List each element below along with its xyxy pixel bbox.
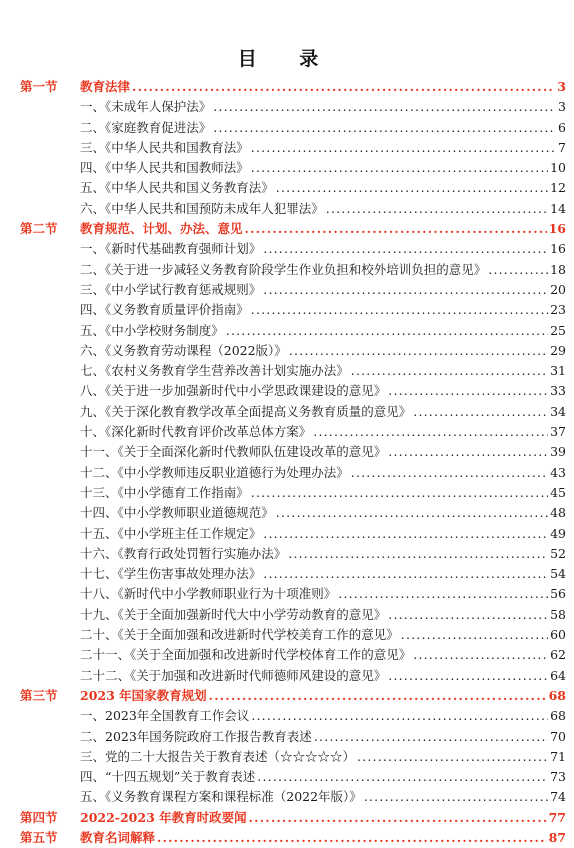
page-number: 73 [550, 769, 566, 785]
page-number: 60 [550, 627, 566, 643]
toc-item-row[interactable] [0, 483, 574, 503]
section-number: 第三节 [20, 687, 58, 703]
item-title: 三、《中华人民共和国教育法》 [80, 139, 249, 155]
page-number: 62 [550, 647, 566, 663]
page-number: 58 [550, 606, 566, 622]
page-number: 56 [550, 586, 566, 602]
page-number: 18 [550, 261, 566, 277]
page-number: 23 [550, 302, 566, 318]
toc-item-row[interactable] [0, 178, 574, 198]
section-title: 教育名词解释 [80, 829, 156, 845]
toc-item-row[interactable] [0, 239, 574, 259]
leader-dots [338, 584, 548, 604]
page-number: 14 [550, 200, 566, 216]
leader-dots [245, 219, 547, 239]
page-number: 33 [550, 383, 566, 399]
item-title: 十五、《中小学班主任工作规定》 [80, 525, 262, 541]
page-title: 目 录 [237, 48, 337, 70]
toc-item-row[interactable] [0, 300, 574, 320]
section-title: 教育规范、计划、办法、意见 [80, 221, 243, 237]
table-of-contents [0, 77, 574, 848]
page-number: 6 [558, 119, 566, 135]
page-number: 29 [550, 342, 566, 358]
leader-dots [263, 524, 548, 544]
leader-dots [388, 442, 548, 462]
toc-item-row[interactable] [0, 402, 574, 422]
page-number: 20 [550, 281, 566, 297]
toc-section-row[interactable] [0, 686, 574, 706]
toc-item-row[interactable] [0, 341, 574, 361]
item-title: 六、《中华人民共和国预防未成年人犯罪法》 [80, 200, 324, 216]
toc-item-row[interactable] [0, 524, 574, 544]
toc-item-row[interactable] [0, 442, 574, 462]
page-number: 16 [548, 221, 566, 237]
leader-dots [213, 97, 554, 117]
leader-dots [251, 706, 548, 726]
item-title: 五、《中华人民共和国义务教育法》 [80, 180, 274, 196]
item-title: 五、《义务教育课程方案和课程标准（2022年版）》 [80, 789, 362, 805]
toc-item-row[interactable] [0, 767, 574, 787]
leader-dots [276, 503, 548, 523]
leader-dots [326, 199, 548, 219]
item-title: 二、《家庭教育促进法》 [80, 119, 212, 135]
item-title: 十六、《教育行政处罚暂行实施办法》 [80, 545, 287, 561]
toc-item-row[interactable] [0, 97, 574, 117]
item-title: 四、《中华人民共和国教师法》 [80, 160, 249, 176]
item-title: 五、《中小学校财务制度》 [80, 322, 224, 338]
leader-dots [251, 483, 548, 503]
item-title: 九、《关于深化教育教学改革全面提高义务教育质量的意见》 [80, 403, 412, 419]
toc-item-row[interactable] [0, 625, 574, 645]
toc-item-row[interactable] [0, 787, 574, 807]
leader-dots [157, 828, 547, 848]
toc-item-row[interactable] [0, 584, 574, 604]
leader-dots [226, 321, 548, 341]
page-number: 3 [558, 99, 566, 115]
toc-section-row[interactable] [0, 828, 574, 848]
leader-dots [351, 361, 548, 381]
leader-dots [263, 564, 548, 584]
section-number: 第五节 [20, 829, 58, 845]
item-title: 一、《未成年人保护法》 [80, 99, 212, 115]
item-title: 七、《农村义务教育学生营养改善计划实施办法》 [80, 363, 349, 379]
page-number: 45 [550, 484, 566, 500]
page-number: 54 [550, 566, 566, 582]
leader-dots [288, 544, 548, 564]
leader-dots [276, 178, 548, 198]
toc-item-row[interactable] [0, 605, 574, 625]
toc-item-row[interactable] [0, 544, 574, 564]
leader-dots [251, 158, 548, 178]
item-title: 三、《中小学试行教育惩戒规则》 [80, 281, 262, 297]
leader-dots [263, 239, 548, 259]
item-title: 二、2023年国务院政府工作报告教育表述 [80, 728, 312, 744]
section-title: 2022-2023 年教育时政要闻 [80, 809, 247, 825]
page-number: 52 [550, 545, 566, 561]
leader-dots [213, 118, 554, 138]
leader-dots [388, 605, 548, 625]
item-title: 十七、《学生伤害事故处理办法》 [80, 566, 262, 582]
item-title: 二、《关于进一步减轻义务教育阶段学生作业负担和校外培训负担的意见》 [80, 261, 487, 277]
item-title: 十四、《中小学教师职业道德规范》 [80, 505, 274, 521]
leader-dots [388, 381, 548, 401]
page-number: 7 [558, 139, 566, 155]
section-title: 2023 年国家教育规划 [80, 687, 207, 703]
page-number: 77 [548, 809, 566, 825]
toc-item-row[interactable] [0, 199, 574, 219]
page-number: 16 [550, 241, 566, 257]
item-title: 四、“十四五规划”关于教育表述 [80, 769, 256, 785]
toc-item-row[interactable] [0, 118, 574, 138]
toc-item-row[interactable] [0, 706, 574, 726]
toc-item-row[interactable] [0, 463, 574, 483]
item-title: 十八、《新时代中小学教师职业行为十项准则》 [80, 586, 337, 602]
item-title: 二十二、《关于加强和改进新时代师德师风建设的意见》 [80, 667, 387, 683]
page-number: 71 [550, 748, 566, 764]
toc-item-row[interactable] [0, 158, 574, 178]
leader-dots [388, 666, 548, 686]
page-number: 49 [550, 525, 566, 541]
leader-dots [413, 402, 548, 422]
leader-dots [313, 422, 548, 442]
page-number: 48 [550, 505, 566, 521]
section-number: 第四节 [20, 809, 58, 825]
page-number: 31 [550, 363, 566, 379]
leader-dots [251, 138, 554, 158]
leader-dots [314, 727, 548, 747]
page-number: 12 [550, 180, 566, 196]
toc-item-row[interactable] [0, 564, 574, 584]
section-number: 第一节 [20, 79, 58, 94]
item-title: 一、2023年全国教育工作会议 [80, 708, 250, 724]
item-title: 二十、《关于全面加强和改进新时代学校美育工作的意见》 [80, 627, 399, 643]
section-title: 教育法律 [80, 79, 131, 94]
page-number: 10 [550, 160, 566, 176]
item-title: 四、《义务教育质量评价指南》 [80, 302, 249, 318]
page-number: 64 [550, 667, 566, 683]
leader-dots [413, 645, 548, 665]
item-title: 十一、《关于全面深化新时代教师队伍建设改革的意见》 [80, 444, 387, 460]
toc-item-row[interactable] [0, 361, 574, 381]
leader-dots [364, 787, 548, 807]
item-title: 六、《义务教育劳动课程（2022版）》 [80, 342, 287, 358]
item-title: 八、《关于进一步加强新时代中小学思政课建设的意见》 [80, 383, 387, 399]
toc-item-row[interactable] [0, 260, 574, 280]
toc-item-row[interactable] [0, 666, 574, 686]
leader-dots [251, 300, 548, 320]
toc-item-row[interactable] [0, 280, 574, 300]
toc-item-row[interactable] [0, 381, 574, 401]
section-number: 第二节 [20, 221, 58, 237]
page-number: 39 [550, 444, 566, 460]
toc-section-row[interactable] [0, 808, 574, 828]
leader-dots [263, 280, 548, 300]
item-title: 十九、《关于全面加强新时代大中小学劳动教育的意见》 [80, 606, 387, 622]
item-title: 十二、《中小学教师违反职业道德行为处理办法》 [80, 464, 349, 480]
item-title: 十、《深化新时代教育评价改革总体方案》 [80, 424, 312, 440]
page-number: 37 [550, 424, 566, 440]
leader-dots [401, 625, 548, 645]
toc-item-row[interactable] [0, 645, 574, 665]
page-number: 43 [550, 464, 566, 480]
toc-item-row[interactable] [0, 503, 574, 523]
page-number: 68 [550, 708, 566, 724]
toc-section-row[interactable] [0, 77, 574, 97]
toc-item-row[interactable] [0, 138, 574, 158]
page-number: 68 [548, 687, 566, 703]
toc-item-row[interactable] [0, 727, 574, 747]
item-title: 十三、《中小学德育工作指南》 [80, 484, 249, 500]
leader-dots [289, 341, 548, 361]
page-number: 25 [550, 322, 566, 338]
page-number: 70 [550, 728, 566, 744]
page-number: 34 [550, 403, 566, 419]
page-number: 87 [548, 829, 566, 845]
item-title: 三、党的二十大报告关于教育表述（☆☆☆☆☆） [80, 748, 356, 764]
item-title: 二十一、《关于全面加强和改进新时代学校体育工作的意见》 [80, 647, 412, 663]
leader-dots [488, 260, 548, 280]
leader-dots [249, 808, 547, 828]
leader-dots [209, 686, 547, 706]
toc-item-row[interactable] [0, 321, 574, 341]
page-number: 74 [550, 789, 566, 805]
page-number: 3 [557, 79, 566, 94]
leader-dots [132, 77, 554, 97]
leader-dots [357, 747, 548, 767]
leader-dots [351, 463, 548, 483]
toc-section-row[interactable] [0, 219, 574, 239]
item-title: 一、《新时代基础教育强师计划》 [80, 241, 262, 257]
toc-item-row[interactable] [0, 747, 574, 767]
toc-item-row[interactable] [0, 422, 574, 442]
leader-dots [257, 767, 548, 787]
